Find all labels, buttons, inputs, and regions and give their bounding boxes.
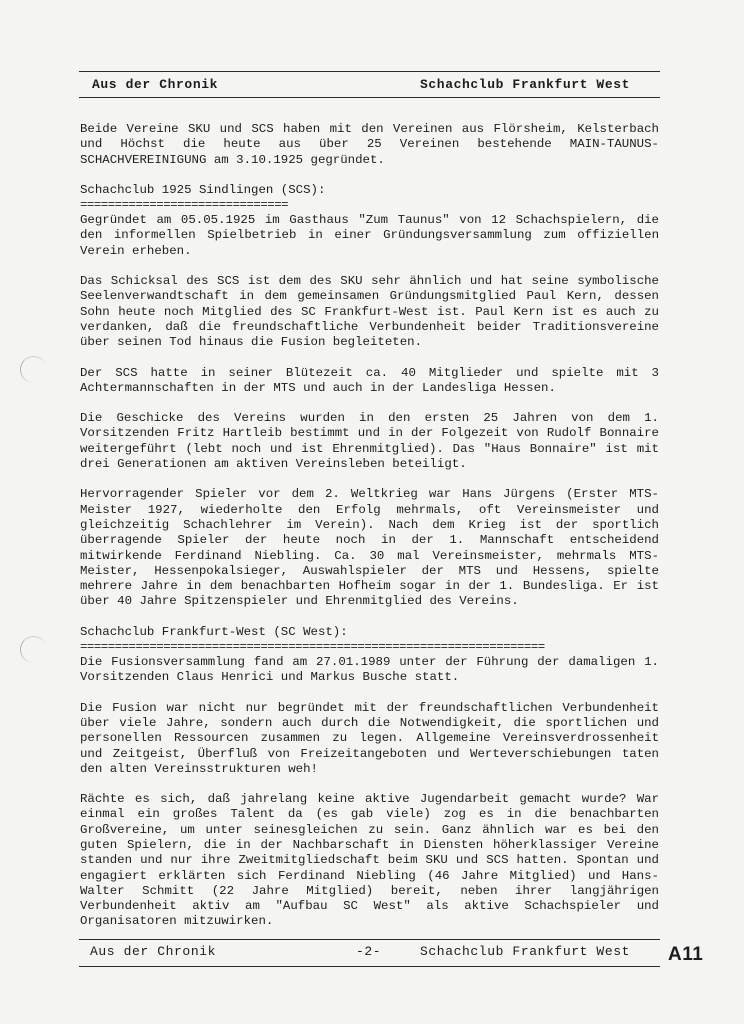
intro-paragraph: Beide Vereine SKU und SCS haben mit den Vereinen aus Flörsheim, Kelsterbach und Höchst die heute aus über 25 Vereinen bestehende MAIN-TAUNUS-SCHACHVEREINIGUNG am 3.10.1925 gegründet. xyxy=(80,122,659,167)
paragraph-fusion-reasons: Die Fusion war nicht nur begründet mit der freundschaftlichen Verbundenheit über viele Jahre, sondern auch durch die Notwendigkeit, die sportlichen und personellen Ressourcen zusammen zu legen. Allgemeine Vereinsverdrossenheit und Zeitgeist, Überfluß von Freizeitangeboten und Werteverschiebungen taten den alten Vereinsstrukturen weh! xyxy=(80,700,659,776)
header-bottom-rule xyxy=(79,97,660,98)
page-tag: A11 xyxy=(668,944,704,965)
footer-right-title: Schachclub Frankfurt West xyxy=(420,944,631,959)
header-right-title: Schachclub Frankfurt West xyxy=(420,77,631,92)
section-title-scwest: Schachclub Frankfurt-West (SC West): xyxy=(80,624,348,639)
document-body xyxy=(80,122,659,945)
paragraph-scs-players: Hervorragender Spieler vor dem 2. Weltkrieg war Hans Jürgens (Erster MTS-Meister 1927, wiederholte den Erfolg mehrmals, oft Vereinsmeister und gleichzeitig Schachlehrer im Verein). Nach dem Krieg ist der sportlich überragende Spieler der heute noch in der 1. Mannschaft entscheidend mitwirkende Ferdinand Niebling. Ca. 30 mal Vereinsmeister, mehrmals MTS-Meister, Hessenpokalsieger, Auswahlspieler der MTS und Hessens, spielte mehrere Jahre in dem benachbarten Hofheim sogar in der 1. Bundesliga. Er ist über 40 Jahre Spitzenspieler und Ehrenmitglied des Vereins. xyxy=(80,487,659,609)
paragraph-scs-leadership: Die Geschicke des Vereins wurden in den ersten 25 Jahren von dem 1. Vorsitzenden Fritz Hartleib bestimmt und in der Folgezeit von Rudolf Bonnaire weitergeführt (lebt noch und ist Ehrenmitglied). Das "Haus Bonnaire" ist mit drei Generationen am aktiven Vereinsleben beteiligt. xyxy=(80,411,659,472)
footer-top-rule xyxy=(79,939,660,940)
header-left-title: Aus der Chronik xyxy=(92,77,219,92)
paragraph-youth-work: Rächte es sich, daß jahrelang keine aktive Jugendarbeit gemacht wurde? War einmal ein großes Talent da (es gab viele) zog es in die benachbarten Großvereine, um unter seinesgleichen zu sein. Ganz ähnlich war es bei den guten Spielern, die in der Nachbarschaft in Diensten höherklassiger Vereine standen und nur ihre Zweitmitgliedschaft beim SKU und SCS hatten. Spontan und engagiert erklärten sich Ferdinand Niebling (46 Jahre Mitglied) und Hans-Walter Schmitt (22 Jahre Mitglied) bereit, neben ihrer langjährigen Verbundenheit aktiv am "Aufbau SC West" als aktive Schachspieler und Organisatoren mitzuwirken. xyxy=(80,792,659,929)
punch-hole-mark xyxy=(20,636,47,663)
paragraph-fusion-meeting: Die Fusionsversammlung fand am 27.01.1989 unter der Führung der damaligen 1. Vorsitzenden Claus Henrici und Markus Busche statt. xyxy=(80,655,659,685)
footer-left-title: Aus der Chronik xyxy=(90,944,217,959)
footer-bottom-rule xyxy=(79,966,660,967)
section-underline-scwest: =================================================================== xyxy=(80,640,545,655)
punch-hole-mark xyxy=(20,356,47,383)
section-title-scs: Schachclub 1925 Sindlingen (SCS): xyxy=(80,182,326,197)
footer-page-number: -2- xyxy=(356,944,382,959)
paragraph-scs-heyday: Der SCS hatte in seiner Blütezeit ca. 40 Mitglieder und spielte mit 3 Achtermannschaften in der MTS und auch in der Landesliga Hessen. xyxy=(80,365,659,395)
section-underline-scs: ============================== xyxy=(80,198,289,213)
header-top-rule xyxy=(79,71,660,72)
paragraph-scs-fate: Das Schicksal des SCS ist dem des SKU sehr ähnlich und hat seine symbolische Seelenverwandtschaft in dem gemeinsamen Gründungsmitglied Paul Kern, dessen Sohn heute noch Mitglied des SC Frankfurt-West ist. Paul Kern ist es auch zu verdanken, daß die freundschaftliche Verbundenheit beider Traditionsvereine über seinen Tod hinaus die Fusion begleiteten. xyxy=(80,274,659,350)
paragraph-scs-founding: Gegründet am 05.05.1925 im Gasthaus "Zum Taunus" von 12 Schachspielern, die den informellen Spielbetrieb in einer Gründungsversammlung zum offiziellen Verein erheben. xyxy=(80,213,659,258)
